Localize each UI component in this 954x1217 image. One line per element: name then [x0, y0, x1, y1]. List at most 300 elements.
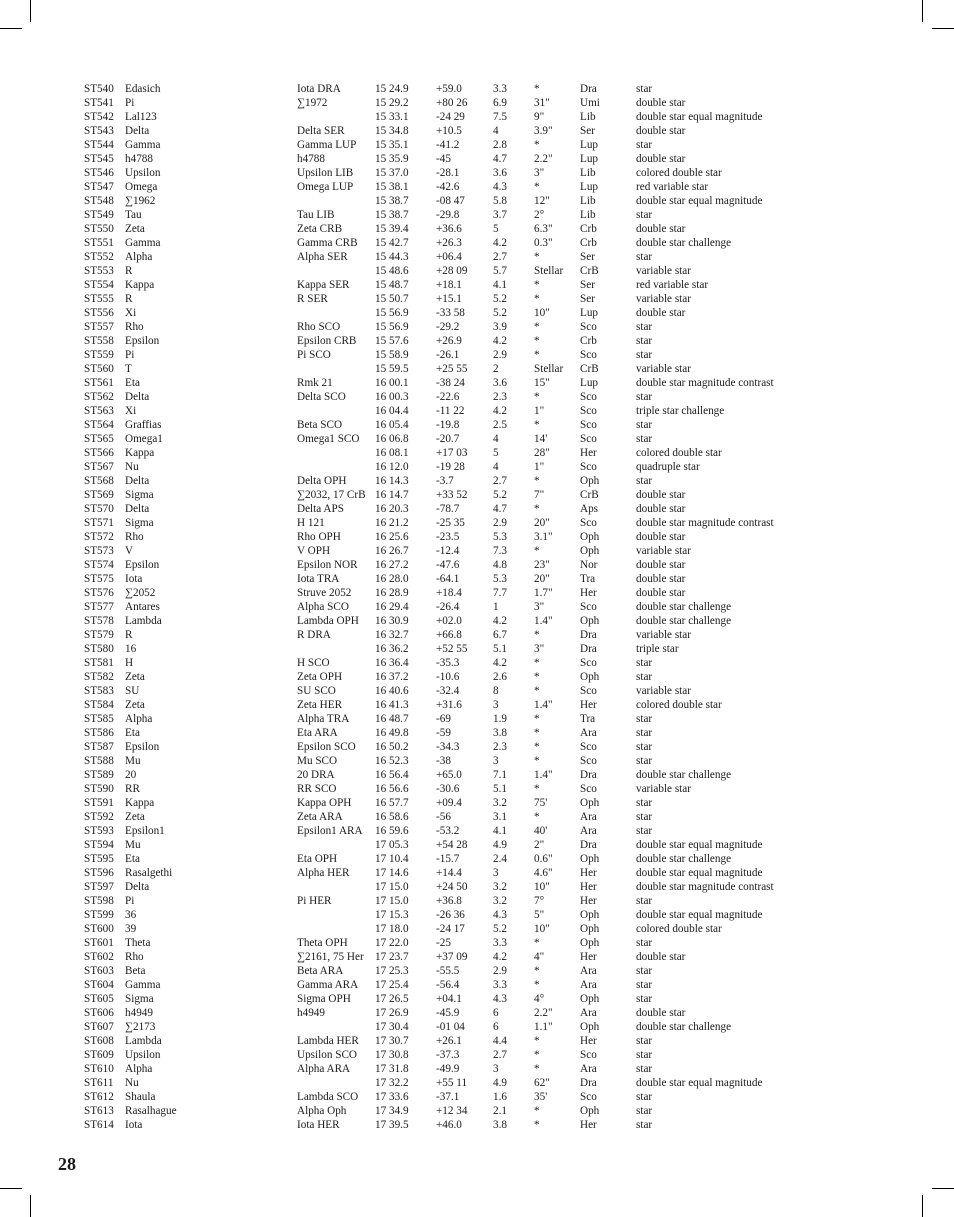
table-row [84, 376, 904, 390]
separation: Stellar [534, 265, 564, 277]
separation: * [534, 181, 540, 193]
separation: * [534, 1063, 540, 1075]
constellation: Dra [580, 1077, 597, 1089]
object-type: double star [636, 125, 686, 137]
alternate-name: Zeta CRB [297, 223, 343, 235]
magnitude: 6.9 [493, 97, 507, 109]
object-type: double star equal magnitude [636, 909, 763, 921]
common-name: h4788 [125, 153, 153, 165]
common-name: ∑2052 [125, 587, 156, 599]
separation: * [534, 251, 540, 263]
alternate-name: Alpha ARA [297, 1063, 351, 1075]
right-ascension: 16 21.2 [375, 517, 409, 529]
magnitude: 2.7 [493, 1049, 507, 1061]
declination: +46.0 [436, 1119, 462, 1131]
right-ascension: 16 37.2 [375, 671, 409, 683]
magnitude: 3.2 [493, 895, 507, 907]
constellation: Oph [580, 909, 600, 921]
object-id: ST580 [84, 643, 114, 655]
separation: * [534, 1119, 540, 1131]
magnitude: 3.7 [493, 209, 507, 221]
object-id: ST592 [84, 811, 114, 823]
separation: 0.6" [534, 853, 553, 865]
table-row [84, 992, 904, 1006]
object-type: double star [636, 573, 686, 585]
separation: * [534, 1105, 540, 1117]
object-id: ST573 [84, 545, 114, 557]
alternate-name: h4949 [297, 1007, 325, 1019]
table-row [84, 656, 904, 670]
object-id: ST550 [84, 223, 114, 235]
alternate-name: Epsilon NOR [297, 559, 358, 571]
magnitude: 3 [493, 699, 499, 711]
separation: * [534, 979, 540, 991]
magnitude: 3.6 [493, 167, 507, 179]
declination: +09.4 [436, 797, 462, 809]
declination: +66.8 [436, 629, 462, 641]
table-row [84, 264, 904, 278]
alternate-name: Gamma LUP [297, 139, 357, 151]
common-name: Alpha [125, 251, 153, 263]
common-name: Sigma [125, 993, 154, 1005]
constellation: Oph [580, 1105, 600, 1117]
object-id: ST600 [84, 923, 114, 935]
alternate-name: Pi SCO [297, 349, 331, 361]
declination: -59 [436, 727, 451, 739]
common-name: ∑1962 [125, 195, 156, 207]
object-id: ST596 [84, 867, 114, 879]
constellation: Oph [580, 797, 600, 809]
declination: -26.4 [436, 601, 460, 613]
declination: +65.0 [436, 769, 462, 781]
crop-mark-top-right-v [922, 0, 923, 22]
table-row [84, 628, 904, 642]
magnitude: 4.1 [493, 279, 507, 291]
constellation: Ser [580, 125, 595, 137]
right-ascension: 16 08.1 [375, 447, 409, 459]
table-row [84, 334, 904, 348]
declination: -34.3 [436, 741, 460, 753]
object-id: ST589 [84, 769, 114, 781]
alternate-name: SU SCO [297, 685, 336, 697]
object-id: ST586 [84, 727, 114, 739]
magnitude: 1.6 [493, 1091, 507, 1103]
magnitude: 1.9 [493, 713, 507, 725]
table-row [84, 614, 904, 628]
table-row [84, 320, 904, 334]
constellation: Umi [580, 97, 600, 109]
right-ascension: 17 15.0 [375, 881, 409, 893]
magnitude: 2.9 [493, 517, 507, 529]
common-name: Rasalhague [125, 1105, 177, 1117]
alternate-name: Alpha HER [297, 867, 350, 879]
object-id: ST605 [84, 993, 114, 1005]
table-row [84, 1034, 904, 1048]
magnitude: 7.1 [493, 769, 507, 781]
magnitude: 2.9 [493, 965, 507, 977]
separation: 3" [534, 601, 545, 613]
magnitude: 2.5 [493, 419, 507, 431]
common-name: Theta [125, 937, 151, 949]
declination: -11 22 [436, 405, 465, 417]
object-type: colored double star [636, 447, 722, 459]
object-id: ST614 [84, 1119, 114, 1131]
object-id: ST593 [84, 825, 114, 837]
constellation: Ara [580, 965, 597, 977]
declination: +31.6 [436, 699, 462, 711]
object-id: ST609 [84, 1049, 114, 1061]
table-row [84, 222, 904, 236]
right-ascension: 17 23.7 [375, 951, 409, 963]
magnitude: 5.3 [493, 531, 507, 543]
magnitude: 3 [493, 755, 499, 767]
declination: -38 24 [436, 377, 465, 389]
common-name: Epsilon [125, 335, 160, 347]
separation: 9" [534, 111, 545, 123]
declination: -10.6 [436, 671, 460, 683]
right-ascension: 15 58.9 [375, 349, 409, 361]
right-ascension: 17 15.0 [375, 895, 409, 907]
table-row [84, 586, 904, 600]
object-id: ST575 [84, 573, 114, 585]
right-ascension: 17 15.3 [375, 909, 409, 921]
magnitude: 5.2 [493, 307, 507, 319]
separation: 1" [534, 405, 545, 417]
object-id: ST604 [84, 979, 114, 991]
declination: -30.6 [436, 783, 460, 795]
constellation: Ara [580, 727, 597, 739]
object-type: star [636, 727, 653, 739]
object-type: double star [636, 531, 686, 543]
object-id: ST546 [84, 167, 114, 179]
right-ascension: 17 30.7 [375, 1035, 409, 1047]
table-row [84, 404, 904, 418]
object-id: ST566 [84, 447, 114, 459]
right-ascension: 17 14.6 [375, 867, 409, 879]
declination: -22.6 [436, 391, 460, 403]
right-ascension: 15 56.9 [375, 321, 409, 333]
alternate-name: Lambda HER [297, 1035, 359, 1047]
alternate-name: Pi HER [297, 895, 332, 907]
object-type: star [636, 391, 653, 403]
constellation: Tra [580, 713, 596, 725]
constellation: Ara [580, 825, 597, 837]
common-name: Mu [125, 755, 141, 767]
object-id: ST572 [84, 531, 114, 543]
declination: +54 28 [436, 839, 468, 851]
declination: -28.1 [436, 167, 460, 179]
table-row [84, 796, 904, 810]
object-id: ST557 [84, 321, 114, 333]
object-id: ST602 [84, 951, 114, 963]
right-ascension: 15 56.9 [375, 307, 409, 319]
object-id: ST561 [84, 377, 114, 389]
table-row [84, 1020, 904, 1034]
table-row [84, 96, 904, 110]
right-ascension: 16 04.4 [375, 405, 409, 417]
object-type: variable star [636, 629, 691, 641]
right-ascension: 16 56.6 [375, 783, 409, 795]
constellation: Sco [580, 1091, 597, 1103]
common-name: Zeta [125, 699, 145, 711]
common-name: Omega [125, 181, 158, 193]
alternate-name: Mu SCO [297, 755, 338, 767]
declination: +12 34 [436, 1105, 468, 1117]
right-ascension: 16 36.4 [375, 657, 409, 669]
object-id: ST565 [84, 433, 114, 445]
separation: 75' [534, 797, 548, 809]
right-ascension: 17 05.3 [375, 839, 409, 851]
declination: +26.1 [436, 1035, 462, 1047]
alternate-name: Alpha SER [297, 251, 348, 263]
separation: 23" [534, 559, 550, 571]
declination: +25 55 [436, 363, 468, 375]
common-name: Nu [125, 461, 139, 473]
separation: * [534, 503, 540, 515]
object-id: ST548 [84, 195, 114, 207]
common-name: Pi [125, 97, 135, 109]
declination: -25 35 [436, 517, 465, 529]
constellation: Sco [580, 391, 597, 403]
magnitude: 6.7 [493, 629, 507, 641]
declination: -56.4 [436, 979, 460, 991]
separation: * [534, 475, 540, 487]
separation: 14' [534, 433, 548, 445]
declination: -3.7 [436, 475, 454, 487]
common-name: Alpha [125, 1063, 153, 1075]
alternate-name: 20 DRA [297, 769, 335, 781]
magnitude: 2 [493, 363, 499, 375]
declination: -64.1 [436, 573, 460, 585]
right-ascension: 16 40.6 [375, 685, 409, 697]
object-type: double star challenge [636, 769, 732, 781]
object-id: ST588 [84, 755, 114, 767]
right-ascension: 16 48.7 [375, 713, 409, 725]
declination: -24 17 [436, 923, 465, 935]
magnitude: 2.6 [493, 671, 507, 683]
declination: -78.7 [436, 503, 460, 515]
common-name: Iota [125, 1119, 143, 1131]
object-id: ST567 [84, 461, 114, 473]
table-row [84, 894, 904, 908]
table-row [84, 1006, 904, 1020]
right-ascension: 16 12.0 [375, 461, 409, 473]
right-ascension: 15 34.8 [375, 125, 409, 137]
right-ascension: 15 38.7 [375, 195, 409, 207]
magnitude: 3.3 [493, 937, 507, 949]
common-name: Zeta [125, 811, 145, 823]
magnitude: 3.3 [493, 979, 507, 991]
object-id: ST613 [84, 1105, 114, 1117]
separation: * [534, 545, 540, 557]
common-name: Eta [125, 377, 140, 389]
object-id: ST559 [84, 349, 114, 361]
separation: * [534, 83, 540, 95]
right-ascension: 16 14.7 [375, 489, 409, 501]
table-row [84, 824, 904, 838]
common-name: Eta [125, 727, 140, 739]
common-name: Iota [125, 573, 143, 585]
declination: +10.5 [436, 125, 462, 137]
constellation: Dra [580, 629, 597, 641]
common-name: Beta [125, 965, 146, 977]
common-name: Rho [125, 321, 144, 333]
alternate-name: ∑2161, 75 Her [297, 951, 364, 963]
constellation: Oph [580, 545, 600, 557]
crop-mark-top-left-h [0, 28, 22, 29]
separation: * [534, 783, 540, 795]
object-type: variable star [636, 545, 691, 557]
constellation: Crb [580, 237, 597, 249]
magnitude: 3.2 [493, 881, 507, 893]
separation: * [534, 321, 540, 333]
constellation: Sco [580, 1049, 597, 1061]
constellation: Oph [580, 1021, 600, 1033]
object-id: ST591 [84, 797, 114, 809]
crop-mark-bottom-right-v [922, 1195, 923, 1217]
table-row [84, 600, 904, 614]
table-row [84, 390, 904, 404]
magnitude: 2.3 [493, 741, 507, 753]
table-row [84, 964, 904, 978]
object-type: star [636, 937, 653, 949]
declination: -53.2 [436, 825, 460, 837]
constellation: Lib [580, 167, 596, 179]
right-ascension: 16 06.8 [375, 433, 409, 445]
alternate-name: Lambda OPH [297, 615, 359, 627]
object-id: ST603 [84, 965, 114, 977]
right-ascension: 16 49.8 [375, 727, 409, 739]
table-row [84, 908, 904, 922]
right-ascension: 16 28.0 [375, 573, 409, 585]
object-type: star [636, 825, 653, 837]
magnitude: 5 [493, 447, 499, 459]
crop-mark-bottom-left-v [30, 1195, 31, 1217]
object-id: ST597 [84, 881, 114, 893]
right-ascension: 16 58.6 [375, 811, 409, 823]
constellation: Her [580, 1035, 597, 1047]
right-ascension: 15 38.7 [375, 209, 409, 221]
declination: -19 28 [436, 461, 465, 473]
table-row [84, 278, 904, 292]
separation: * [534, 629, 540, 641]
common-name: Antares [125, 601, 160, 613]
alternate-name: Epsilon1 ARA [297, 825, 363, 837]
separation: 4° [534, 993, 545, 1005]
object-type: double star [636, 559, 686, 571]
right-ascension: 16 59.6 [375, 825, 409, 837]
magnitude: 4.3 [493, 993, 507, 1005]
common-name: Sigma [125, 489, 154, 501]
object-type: double star challenge [636, 1021, 732, 1033]
common-name: Kappa [125, 797, 155, 809]
alternate-name: ∑2032, 17 CrB [297, 489, 366, 501]
declination: -20.7 [436, 433, 460, 445]
table-row [84, 236, 904, 250]
object-type: double star [636, 489, 686, 501]
constellation: Sco [580, 755, 597, 767]
object-type: double star challenge [636, 601, 732, 613]
table-row [84, 880, 904, 894]
object-id: ST612 [84, 1091, 114, 1103]
object-id: ST584 [84, 699, 114, 711]
table-row [84, 852, 904, 866]
table-row [84, 82, 904, 96]
object-id: ST582 [84, 671, 114, 683]
declination: -15.7 [436, 853, 460, 865]
table-row [84, 292, 904, 306]
object-type: double star [636, 951, 686, 963]
declination: -12.4 [436, 545, 460, 557]
table-row [84, 1048, 904, 1062]
constellation: Dra [580, 83, 597, 95]
constellation: Sco [580, 685, 597, 697]
separation: 10" [534, 307, 550, 319]
alternate-name: V OPH [297, 545, 331, 557]
common-name: Delta [125, 503, 150, 515]
object-id: ST570 [84, 503, 114, 515]
declination: +52 55 [436, 643, 468, 655]
table-row [84, 208, 904, 222]
object-type: star [636, 1035, 653, 1047]
alternate-name: Delta APS [297, 503, 344, 515]
object-type: triple star challenge [636, 405, 725, 417]
table-row [84, 866, 904, 880]
table-row [84, 362, 904, 376]
object-type: star [636, 433, 653, 445]
declination: -55.5 [436, 965, 460, 977]
constellation: Ara [580, 1007, 597, 1019]
object-id: ST562 [84, 391, 114, 403]
separation: 28" [534, 447, 550, 459]
table-row [84, 348, 904, 362]
separation: 62" [534, 1077, 550, 1089]
constellation: Sco [580, 657, 597, 669]
object-type: star [636, 993, 653, 1005]
magnitude: 7.7 [493, 587, 507, 599]
constellation: Ser [580, 293, 595, 305]
declination: -25 [436, 937, 451, 949]
object-type: double star equal magnitude [636, 111, 763, 123]
separation: 1.4" [534, 615, 553, 627]
separation: 6.3" [534, 223, 553, 235]
alternate-name: Eta ARA [297, 727, 338, 739]
object-type: double star equal magnitude [636, 867, 763, 879]
common-name: Alpha [125, 713, 153, 725]
common-name: 39 [125, 923, 137, 935]
constellation: CrB [580, 489, 599, 501]
common-name: Xi [125, 405, 137, 417]
constellation: Oph [580, 993, 600, 1005]
object-id: ST563 [84, 405, 114, 417]
table-row [84, 306, 904, 320]
separation: 20" [534, 573, 550, 585]
declination: +80 26 [436, 97, 468, 109]
object-id: ST581 [84, 657, 114, 669]
constellation: Lup [580, 153, 599, 165]
alternate-name: h4788 [297, 153, 325, 165]
constellation: Tra [580, 573, 596, 585]
table-row [84, 502, 904, 516]
alternate-name: ∑1972 [297, 97, 328, 109]
common-name: Lal123 [125, 111, 157, 123]
magnitude: 4.2 [493, 657, 507, 669]
object-type: double star challenge [636, 237, 732, 249]
right-ascension: 17 26.9 [375, 1007, 409, 1019]
object-type: variable star [636, 265, 691, 277]
magnitude: 3 [493, 1063, 499, 1075]
constellation: Sco [580, 321, 597, 333]
